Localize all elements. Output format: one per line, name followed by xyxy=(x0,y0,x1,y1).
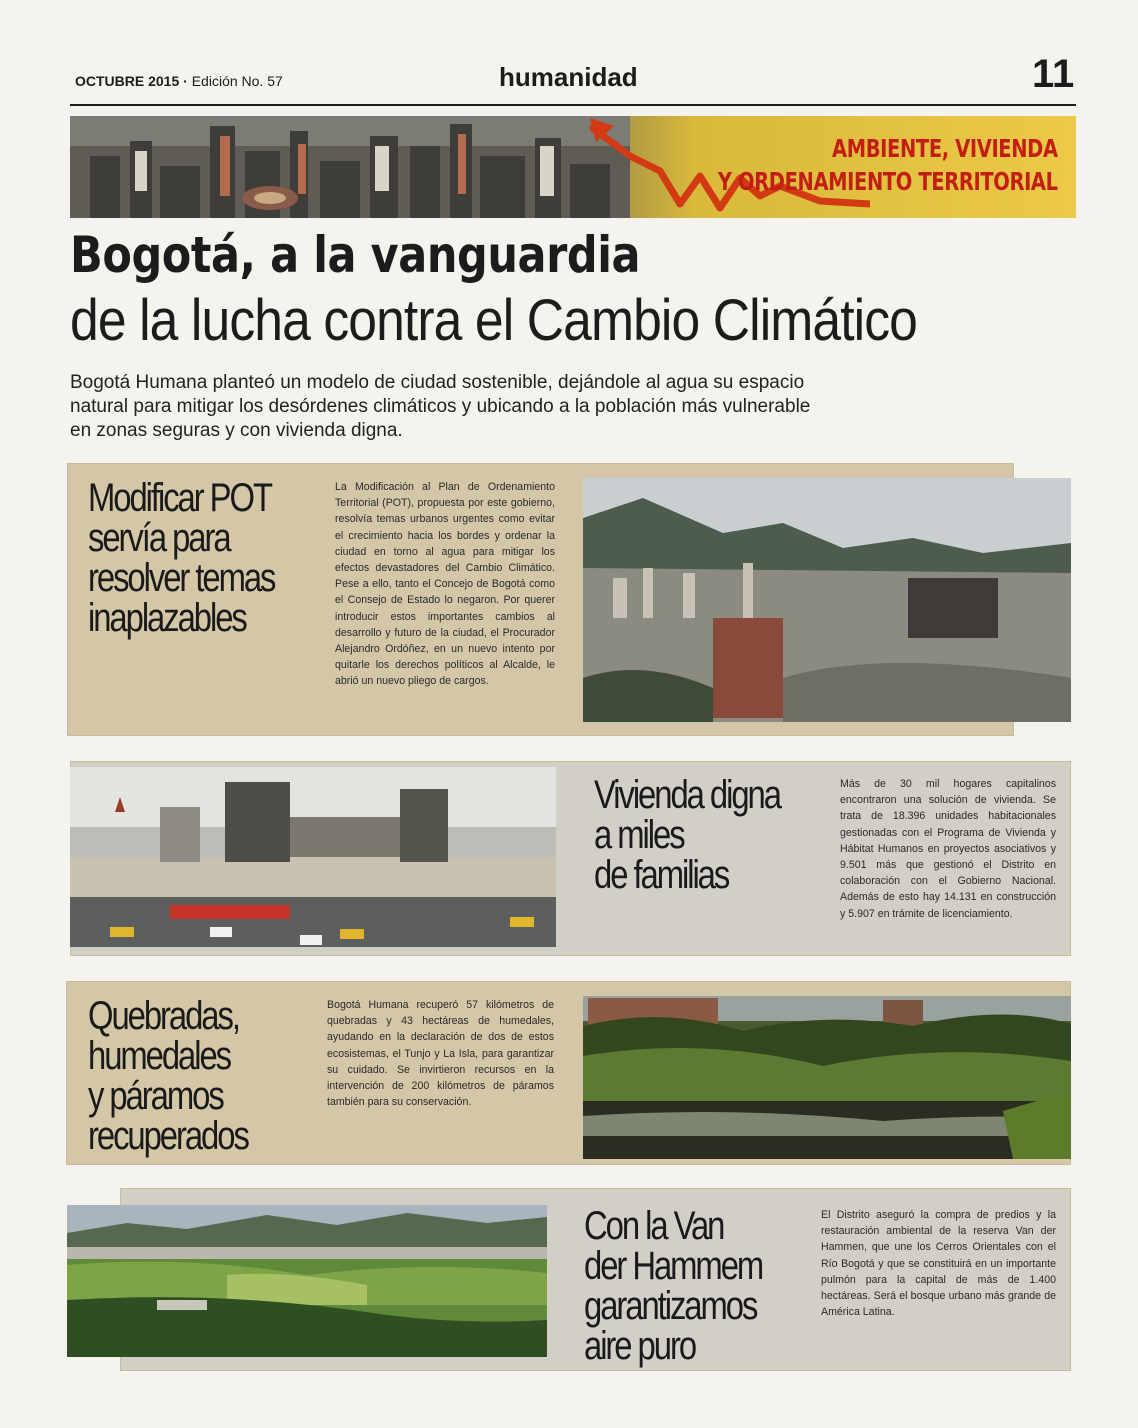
wetland-photo xyxy=(583,996,1071,1159)
section-banner xyxy=(70,116,1076,218)
panel-pot-body: La Modificación al Plan de Ordenamiento Territorial (POT), propuesta por este gobierno, resolvía temas urbanos urgentes como evitar el crecimiento hacia los bordes y ordenar la ciudad en torno al agua para mitigar los efectos devastadores del Cambio Climático. Pese a ello, tanto el Concejo de Bogotá como el Consejo de Estado lo negaron. Por querer introducir estos importantes cambios al desarrollo y futuro de la ciudad, el Procurador Alejandro Ordóñez, en un nuevo intento por quitarle los derechos políticos al Alcalde, le abrió un nuevo pliego de cargos. xyxy=(335,481,555,688)
panel-vivienda-heading xyxy=(594,775,780,895)
banner-title xyxy=(718,132,1058,198)
heading-line: resolver temas xyxy=(88,556,275,600)
page-number: 11 xyxy=(1032,52,1075,96)
heading-line: a miles xyxy=(594,813,684,857)
panel-pot-heading xyxy=(88,478,274,638)
heading-line: y páramos xyxy=(88,1074,223,1118)
panel-vivienda-body: Más de 30 mil hogares capitalinos encontraron una solución de vivienda. Se trata de 18.396 unidades habitacionales gestionadas con el Programa de Vivienda y Hábitat Humanos en proyectos asociativos y 9.501 más que gestionó el Distrito en colaboración con el Gobierno Nacional. Además de esto hay 14.131 en construcción y 5.907 en trámite de licenciamiento. xyxy=(840,778,1056,920)
panel-quebradas-body: Bogotá Humana recuperó 57 kilómetros de quebradas y 43 hectáreas de humedales, ayudando en la declaración de dos de estos ecosistemas, el Tunjo y La Isla, para garantizar su cuidado. Se invirtieron recursos en la intervención de 200 kilómetros de páramos también para su conservación. xyxy=(327,999,554,1109)
panel-quebradas-heading xyxy=(88,996,248,1156)
city-skyline-illustration xyxy=(70,116,630,218)
section-name: humanidad xyxy=(499,62,638,92)
heading-line: Con la Van xyxy=(584,1204,724,1248)
header-rule xyxy=(70,104,1076,106)
heading-line: garantizamos xyxy=(584,1284,757,1328)
heading-line: de familias xyxy=(594,853,729,897)
headline-bold: Bogotá, a la vanguardia xyxy=(70,226,641,284)
housing-plaza-photo xyxy=(70,767,556,947)
date-text: OCTUBRE 2015 xyxy=(75,73,180,89)
heading-line: Modificar POT xyxy=(88,476,271,520)
heading-line: humedales xyxy=(88,1034,231,1078)
date-separator: · xyxy=(183,73,188,89)
heading-line: servía para xyxy=(88,516,230,560)
bogota-cityscape-photo xyxy=(583,478,1071,722)
panel-van-der-hammen-body: El Distrito aseguró la compra de predios y la restauración ambiental de la reserva Van der Hammen, que une los Cerros Orientales con el Río Bogotá y que se constituirá en un importante pulmón para la capital de más de 1.400 hectáreas. Será el bosque urbano más grande de América Latina. xyxy=(821,1209,1056,1319)
banner-title-line1: AMBIENTE, VIVIENDA xyxy=(832,134,1058,163)
issue-date xyxy=(75,73,283,89)
panel-van-der-hammen-heading xyxy=(584,1206,762,1366)
heading-line: inaplazables xyxy=(88,596,246,640)
heading-line: der Hammem xyxy=(584,1244,763,1288)
heading-line: aire puro xyxy=(584,1324,696,1368)
heading-line: Quebradas, xyxy=(88,994,239,1038)
lead-paragraph: Bogotá Humana planteó un modelo de ciudad sostenible, dejándole al agua su espacio natural para mitigar los desórdenes climáticos y ubicando a la población más vulnerable en zonas seguras y con vivienda digna. xyxy=(70,372,811,441)
heading-line: Vivienda digna xyxy=(594,773,780,817)
banner-title-line2: Y ORDENAMIENTO TERRITORIAL xyxy=(718,167,1058,196)
van-der-hammen-landscape-photo xyxy=(67,1205,547,1357)
heading-line: recuperados xyxy=(88,1114,248,1158)
headline-light: de la lucha contra el Cambio Climático xyxy=(70,288,918,353)
edition-text: Edición No. 57 xyxy=(191,73,283,89)
